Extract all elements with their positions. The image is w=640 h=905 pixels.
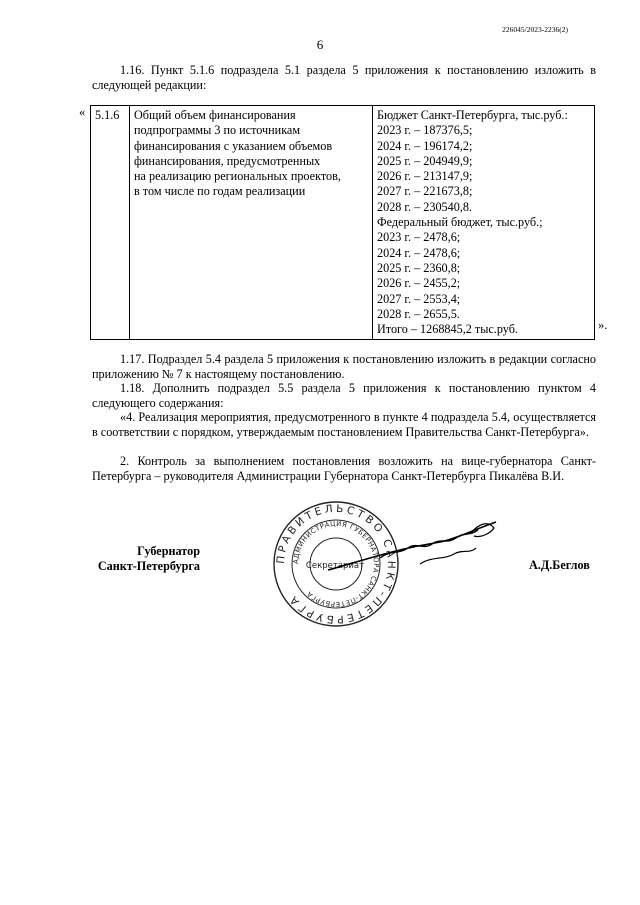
paragraph-1-17: 1.17. Подраздел 5.4 раздела 5 приложения к постановлению изложить в редакции согласно приложению № 7 к настоящему постановлению. <box>92 352 596 381</box>
value-line: 2028 г. – 2655,5. <box>377 306 460 321</box>
value-line: Итого – 1268845,2 тыс.руб. <box>377 322 518 337</box>
paragraph-1-18-quote: «4. Реализация мероприятия, предусмотренного в пункте 4 подраздела 5.4, осуществляется в соответствии с порядком, утверждаемым постановлением Правительства Санкт-Петербурга». <box>92 410 596 439</box>
item-number: 5.1.6 <box>95 108 120 122</box>
description-cell <box>130 106 373 340</box>
financing-table <box>90 105 595 340</box>
svg-text:ПРАВИТЕЛЬСТВО САНКТ-ПЕТЕРБУРГА: ПРАВИТЕЛЬСТВО САНКТ-ПЕТЕРБУРГА <box>274 502 398 626</box>
signatory-title <box>92 544 200 573</box>
value-line: Бюджет Санкт-Петербурга, тыс.руб.: <box>377 108 568 122</box>
signatory-title-line1: Губернатор <box>137 544 200 558</box>
description-line: подпрограммы 3 по источникам <box>134 123 301 138</box>
signatory-title-line2: Санкт-Петербурга <box>97 558 200 573</box>
value-line: 2027 г. – 221673,8; <box>377 184 473 199</box>
paragraph-1-18: 1.18. Дополнить подраздел 5.5 раздела 5 приложения к постановлению пунктом 4 следующего содержания: <box>92 381 596 410</box>
signatory-name: А.Д.Беглов <box>529 558 590 572</box>
value-line: 2028 г. – 230540,8. <box>377 199 473 214</box>
value-line: 2027 г. – 2553,4; <box>377 291 461 306</box>
page-number: 6 <box>316 37 324 52</box>
value-line: 2025 г. – 204949,9; <box>377 153 473 168</box>
description-line: Общий объем финансирования <box>134 108 296 122</box>
value-line: Федеральный бюджет, тыс.руб.; <box>377 215 543 230</box>
svg-text:АДМИНИСТРАЦИЯ ГУБЕРНАТОРА САНК: АДМИНИСТРАЦИЯ ГУБЕРНАТОРА САНКТ-ПЕТЕРБУРГА <box>291 519 381 609</box>
value-line: 2024 г. – 196174,2; <box>377 138 473 153</box>
values-cell <box>373 106 595 340</box>
handwritten-signature <box>320 514 500 584</box>
description-line: в том числе по годам реализации <box>134 184 306 199</box>
open-quote: « <box>79 105 86 119</box>
svg-text:Секретариат: Секретариат <box>305 561 365 571</box>
table-row <box>91 106 595 340</box>
close-quote: ». <box>598 318 608 332</box>
document-number: 226045/2023-2236(2) <box>502 25 568 34</box>
item-number-cell <box>91 106 130 340</box>
value-line: 2025 г. – 2360,8; <box>377 260 461 275</box>
description-line: финансирования с указанием объемов <box>134 138 333 153</box>
value-line: 2026 г. – 213147,9; <box>377 169 473 184</box>
value-line: 2024 г. – 2478,6; <box>377 245 461 260</box>
description-line: на реализацию региональных проектов, <box>134 169 341 184</box>
value-line: 2023 г. – 2478,6; <box>377 230 461 245</box>
paragraph-2: 2. Контроль за выполнением постановления возложить на вице-губернатора Санкт-Петербурга – руководителя Администрации Губернатора Санкт-Петербурга Пикалёва В.И. <box>92 454 596 483</box>
value-line: 2023 г. – 187376,5; <box>377 123 473 138</box>
description-line: финансирования, предусмотренных <box>134 153 321 168</box>
paragraph-1-16: 1.16. Пункт 5.1.6 подраздела 5.1 раздела 5 приложения к постановлению изложить в следующей редакции: <box>92 63 596 92</box>
value-line: 2026 г. – 2455,2; <box>377 276 461 291</box>
